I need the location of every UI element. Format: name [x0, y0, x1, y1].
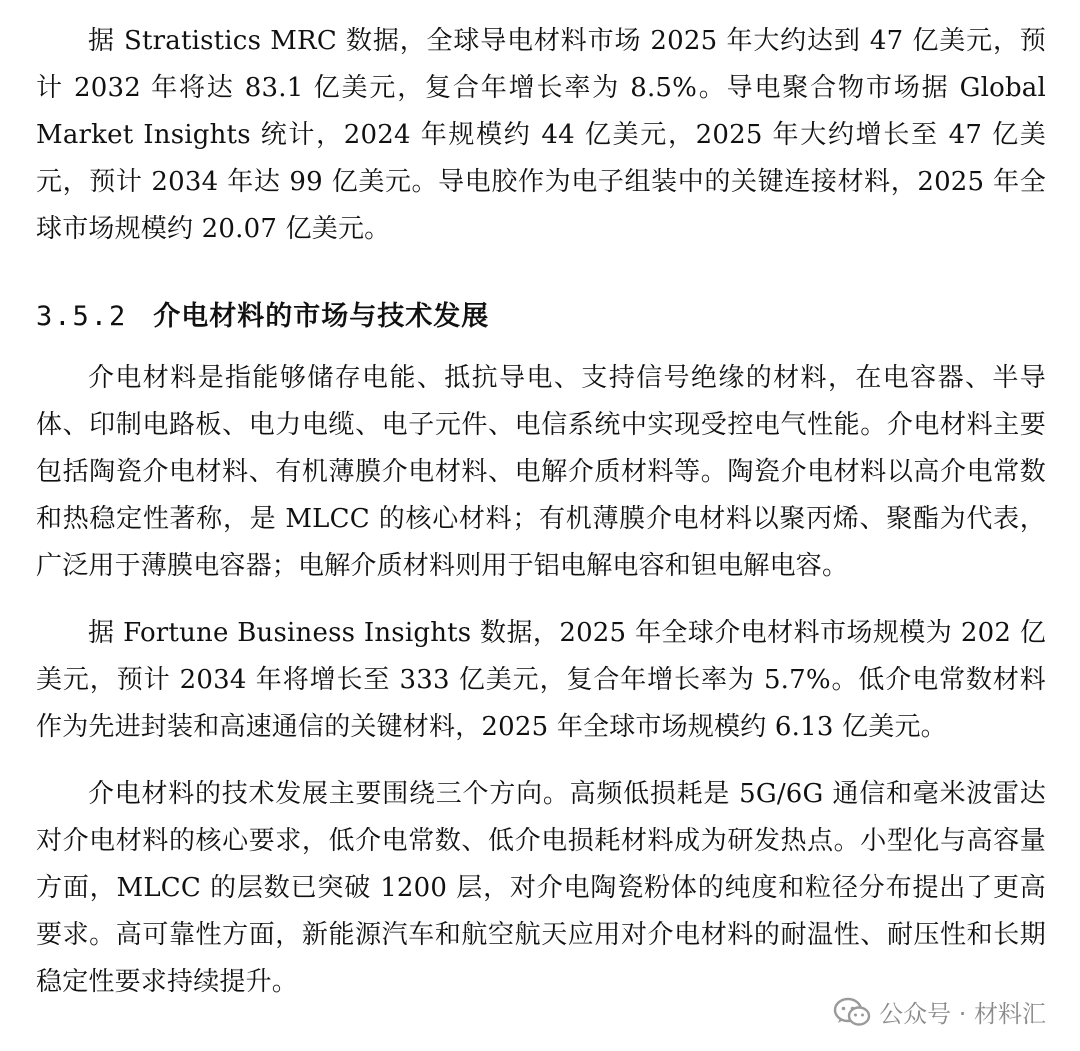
paragraph-dielectric-technology: 介电材料的技术发展主要围绕三个方向。高频低损耗是 5G/6G 通信和毫米波雷达对介电材料的核心要求，低介电常数、低介电损耗材料成为研发热点。小型化与高容量方面，MLCC 的层数已突破 1200 层，对介电陶瓷粉体的纯度和粒径分布提出了更高要求。高可靠性方面，新能源汽车和航空航天应用对介电材料的耐温性、耐压性和长期稳定性要求持续提升。 — [36, 779, 1046, 997]
section-heading — [36, 297, 1046, 337]
section-number: 3.5.2 — [36, 301, 128, 332]
wechat-icon — [833, 997, 871, 1027]
paragraph-dielectric-market: 据 Fortune Business Insights 数据，2025 年全球介电材料市场规模为 202 亿美元，预计 2034 年将增长至 333 亿美元，复合年增长率为 5.7%。低介电常数材料作为先进封装和高速通信的关键材料，2025 年全球市场规模约 6.13 亿美元。 — [36, 618, 1046, 742]
document-page — [36, 18, 1046, 1006]
paragraph-conductive-market: 据 Stratistics MRC 数据，全球导电材料市场 2025 年大约达到 47 亿美元，预计 2032 年将达 83.1 亿美元，复合年增长率为 8.5%。导电聚合物市场据 Global Market Insights 统计，2024 年规模约 44 亿美元，2025 年大约增长至 47 亿美元，预计 2034 年达 99 亿美元。导电胶作为电子组装中的关键连接材料，2025 年全球市场规模约 20.07 亿美元。 — [36, 26, 1046, 244]
watermark-text: 公众号 · 材料汇 — [879, 1000, 1046, 1028]
paragraph-dielectric-definition: 介电材料是指能够储存电能、抵抗导电、支持信号绝缘的材料，在电容器、半导体、印制电路板、电力电缆、电子元件、电信系统中实现受控电气性能。介电材料主要包括陶瓷介电材料、有机薄膜介电材料、电解介质材料等。陶瓷介电材料以高介电常数和热稳定性著称，是 MLCC 的核心材料；有机薄膜介电材料以聚丙烯、聚酯为代表，广泛用于薄膜电容器；电解介质材料则用于铝电解电容和钽电解电容。 — [36, 363, 1046, 581]
section-title: 介电材料的市场与技术发展 — [153, 301, 490, 332]
watermark — [833, 994, 1046, 1029]
